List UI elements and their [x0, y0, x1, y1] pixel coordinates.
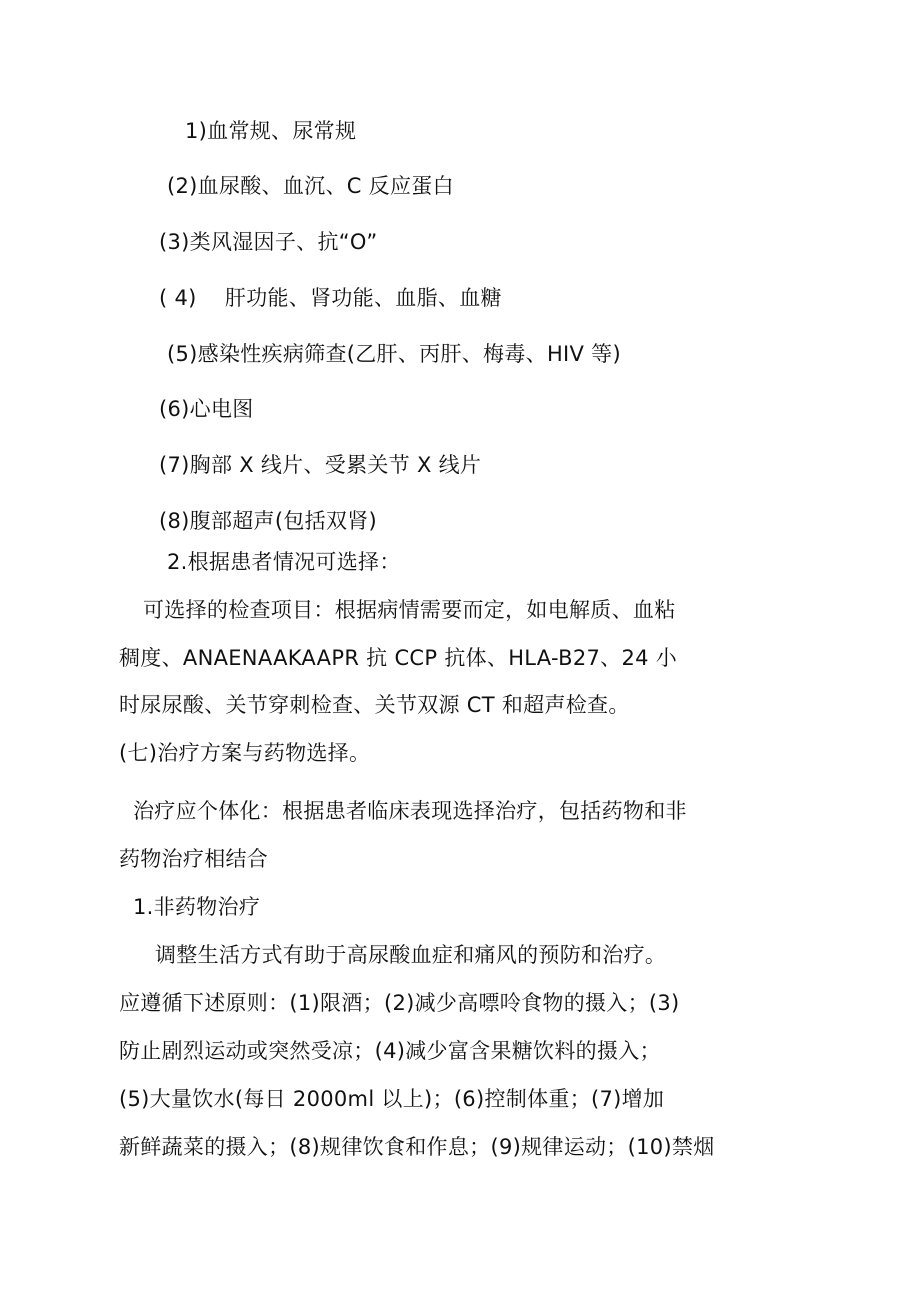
section-heading-treatment: (七)治疗方案与药物选择。: [119, 741, 371, 765]
paragraph-line: 应遵循下述原则：(1)限酒；(2)减少高嘌呤食物的摄入；(3): [119, 991, 680, 1015]
paragraph-line: 防止剧烈运动或突然受凉；(4)减少富含果糖饮料的摄入；: [119, 1039, 661, 1063]
paragraph-line: 时尿尿酸、关节穿刺检查、关节双源 CT 和超声检查。: [119, 693, 630, 717]
exam-item-5: (5)感染性疾病筛查(乙肝、丙肝、梅毒、HIV 等): [167, 342, 621, 366]
paragraph-line: 调整生活方式有助于高尿酸血症和痛风的预防和治疗。: [155, 943, 667, 967]
paragraph-line: 稠度、ANAENAAKAAPR 抗 CCP 抗体、HLA-B27、24 小: [119, 646, 678, 670]
paragraph-line: 新鲜蔬菜的摄入；(8)规律饮食和作息；(9)规律运动；(10)禁烟: [119, 1135, 715, 1159]
exam-item-1: 1)血常规、尿常规: [185, 119, 357, 143]
section-heading-optional: 2.根据患者情况可选择：: [167, 550, 401, 574]
paragraph-line: (5)大量饮水(每日 2000ml 以上)；(6)控制体重；(7)增加: [119, 1087, 665, 1111]
exam-item-7: (7)胸部 X 线片、受累关节 X 线片: [159, 453, 482, 477]
exam-item-4: ( 4) 肝功能、肾功能、血脂、血糖: [159, 286, 502, 310]
exam-item-3: (3)类风湿因子、抗“O”: [159, 230, 378, 254]
paragraph-line: 治疗应个体化：根据患者临床表现选择治疗，包括药物和非: [133, 799, 687, 823]
exam-item-8: (8)腹部超声(包括双肾): [159, 509, 378, 533]
exam-item-6: (6)心电图: [159, 397, 254, 421]
paragraph-line: 药物治疗相结合: [119, 847, 269, 871]
section-heading-nondrug: 1.非药物治疗: [133, 895, 261, 919]
paragraph-line: 可选择的检查项目：根据病情需要而定，如电解质、血粘: [143, 598, 676, 622]
exam-item-2: (2)血尿酸、血沉、C 反应蛋白: [167, 174, 454, 198]
